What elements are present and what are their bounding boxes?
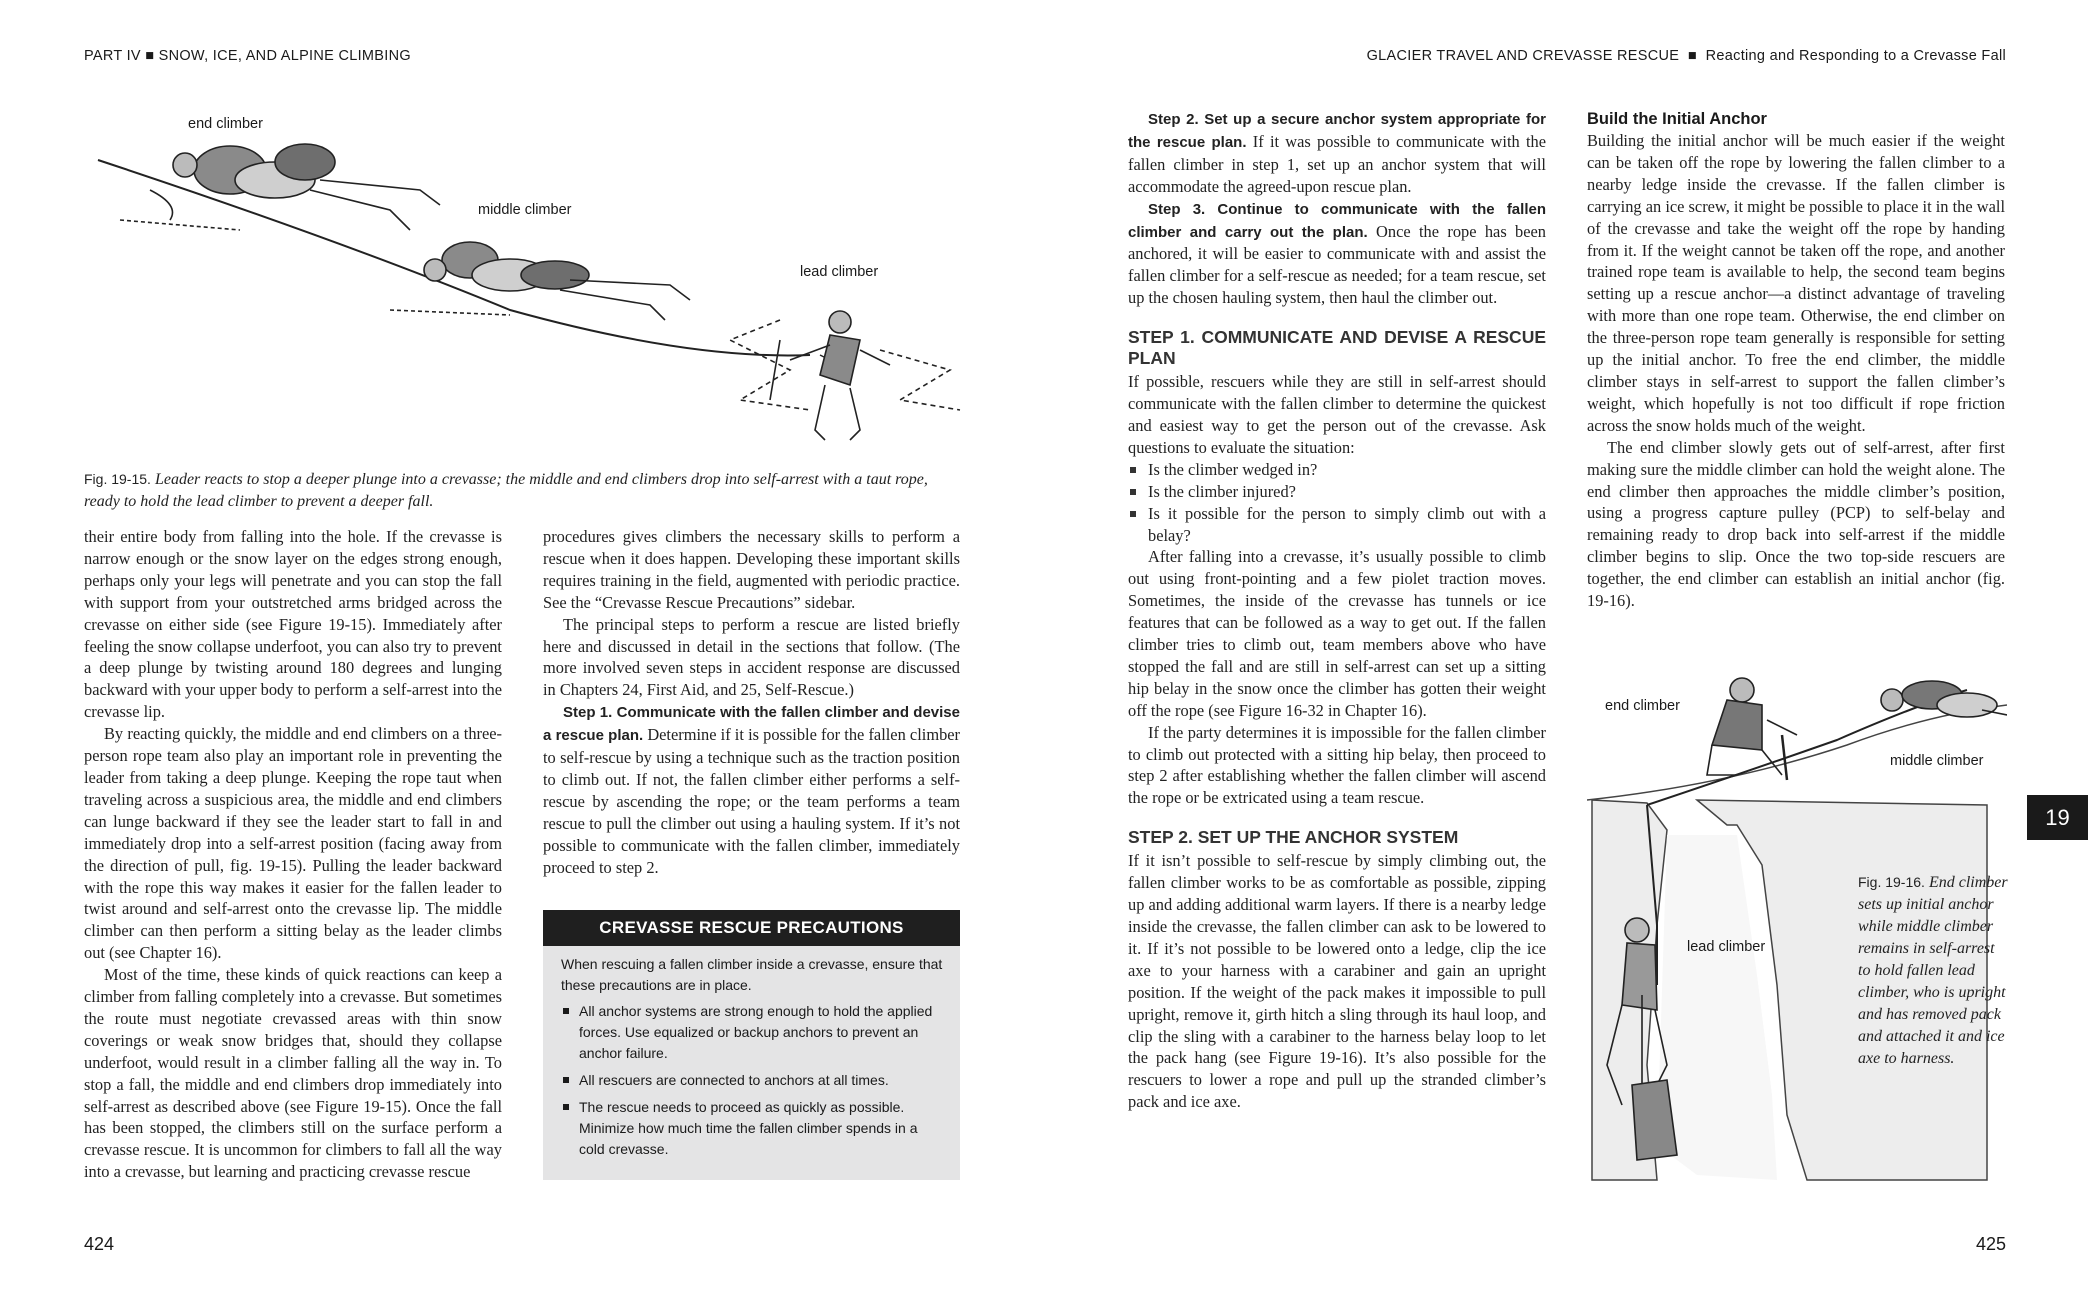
sidebar-intro: When rescuing a fallen climber inside a crevasse, ensure that these precautions are in place. [561, 956, 943, 993]
figure-label-lead-climber: lead climber [800, 264, 879, 280]
step2-lead-in: Step 2. Set up a secure anchor system appropriate for the rescue plan. [1128, 111, 1546, 151]
running-head-section: Reacting and Responding to a Crevasse Fall [1705, 48, 2006, 64]
left-column-2 [543, 526, 960, 879]
sidebar-title: CREVASSE RESCUE PRECAUTIONS [543, 910, 960, 946]
middle-climber-figure [390, 242, 690, 320]
step1-text: Determine if it is possible for the fallen climber to self-rescue by using a technique such as the traction position to climb out. If not, the fallen climber either performs a self-rescue by ascending the rope; or the team performs a team rescue to pull the climber out using a hauling system. If it’s not possible to communicate with the fallen climber, immediately proceed to step 2. [543, 725, 960, 877]
sidebar-item: All anchor systems are strong enough to hold the applied forces. Use equalized or backup anchors to prevent an anchor failure. [561, 1001, 944, 1064]
running-head-left: PART IV ■ SNOW, ICE, AND ALPINE CLIMBING [84, 48, 411, 64]
step2-paragraph [1128, 108, 1546, 198]
paragraph: If possible, rescuers while they are still in self-arrest should communicate with the fallen climber to determine the quickest and easiest way to get the person out of the crevasse. Ask questions to evaluate the situation: [1128, 372, 1546, 457]
paragraph: their entire body from falling into the hole. If the crevasse is narrow enough or the snow layer on the edges strong enough, perhaps only your legs will penetrate and you can stop the fall with support from your outstretched arms bridged across the crevasse on either side (see Figure 19-15). Immediately after feeling the snow collapse underfoot, you can also try to prevent a deep plunge by twisting around 180 degrees and lunging backward with your upper body to perform a self-arrest into the crevasse lip. [84, 527, 502, 722]
caption-label: Fig. 19-16. [1858, 874, 1925, 890]
caption-text: End climber sets up initial anchor while middle climber remains in self-arrest to hold fallen lead climber, who is upright and has removed pack and attached it and ice axe to harness. [1858, 874, 2008, 1067]
step2-text: If it was possible to communicate with the fallen climber in step 1, set up an anchor system that will accommodate the agreed-upon rescue plan. [1128, 131, 1546, 196]
running-head-chapter: GLACIER TRAVEL AND CREVASSE RESCUE [1366, 48, 1680, 64]
subheading-build-initial-anchor: Build the Initial Anchor [1587, 110, 1767, 128]
left-column-1 [84, 526, 502, 1183]
figure-19-15-illustration [90, 110, 970, 460]
running-head-separator: ■ [1683, 48, 1702, 64]
paragraph: Building the initial anchor will be much easier if the weight can be taken off the rope by lowering the fallen climber to a nearby ledge inside the crevasse. If the fallen climber is carrying an ice screw, it might be possible to place it in the wall of the crevasse and take the weight off the rope by handing from it. If the weight cannot be taken off the rope, and another trained rope team is available to help, the second team begins setting up a rescue anchor—a distinct advantage of traveling with more than one rope team. Otherwise, the end climber on the three-person rope team generally is responsible for setting up the initial anchor. To free the end climber, the middle climber stays in self-arrest to support the fallen climber’s weight, which hopefully is not too difficult if rope friction across the snow holds much of the weight. [1587, 131, 2005, 435]
step3-lead-in: Step 3. Continue to communicate with the fallen climber and carry out the plan. [1128, 200, 1546, 241]
section-heading-step2: STEP 2. SET UP THE ANCHOR SYSTEM [1128, 827, 1459, 848]
paragraph: By reacting quickly, the middle and end climbers on a three-person rope team also play an important role in preventing the leader from taking a deep plunge. Keeping the rope taut when traveling across a suspicious area, the middle and end climbers can lunge backward if they see the leader start to fall in and immediately drop into a self-arrest position (facing away from the direction of pull, fig. 19-15). Pulling the leader backward with the rope this way makes it easier for the fallen leader to twist around and self-arrest onto the crevasse lip. The middle climber can then perform a sitting belay as the leader climbs out (see Chapter 16). [84, 724, 502, 963]
figure-label-middle-climber: middle climber [478, 202, 572, 218]
step1-paragraph [543, 701, 960, 878]
sidebar-item: The rescue needs to proceed as quickly as possible. Minimize how much time the fallen climber spends in a cold crevasse. [561, 1097, 944, 1160]
running-head-right [1367, 48, 2006, 64]
end-climber-figure [120, 144, 440, 230]
page-number-right: 425 [1975, 1234, 2006, 1254]
chapter-thumb-tab: 19 [2027, 795, 2088, 840]
step1-lead-in: Step 1. Communicate with the fallen climber and devise a rescue plan. [543, 704, 960, 745]
figure-16-label-end-climber: end climber [1605, 698, 1680, 714]
sidebar-body [543, 946, 960, 1160]
paragraph: procedures gives climbers the necessary skills to perform a rescue when it does happen. Developing these important skills requires training in the field, augmented with periodic practice. See the “Crevasse Rescue Precautions” sidebar. [543, 527, 960, 612]
question-item: Is it possible for the person to simply climb out with a belay? [1128, 503, 1546, 547]
figure-16-label-middle-climber: middle climber [1890, 753, 1984, 769]
lead-climber-figure [730, 311, 960, 440]
middle-climber-arrest-figure [1881, 681, 2007, 717]
sidebar-item: All rescuers are connected to anchors at all times. [561, 1070, 944, 1091]
question-item: Is the climber injured? [1128, 481, 1546, 503]
figure-19-16-caption [1858, 871, 2008, 1070]
section-heading-step1: STEP 1. COMMUNICATE AND DEVISE A RESCUE PLAN [1128, 327, 1546, 369]
paragraph: If it isn’t possible to self-rescue by simply climbing out, the fallen climber works to be as comfortable as possible, zipping up and adding additional warm layers. If there is a nearby ledge inside the crevasse, the fallen climber can ask to be lowered to it. If it’s not possible to be lowered onto a ledge, clip the ice axe to your harness with a carabiner and gain an upright position. If the weight of the pack makes it impossible to pull upright, remove it, girth hitch a sling through its haul loop, and clip the sling with a carabiner to the harness belay loop to let the pack hang (see Figure 19-16). It’s also possible for the rescuers to lower a rope and pull up the stranded climber’s pack and ice axe. [1128, 851, 1546, 1112]
figure-19-15-caption [84, 468, 964, 513]
right-column-2 [1587, 108, 2005, 612]
paragraph: Most of the time, these kinds of quick reactions can keep a climber from falling completely into a crevasse. But sometimes the route must negotiate crevassed areas with thin snow coverings or weak snow bridges that, should they collapse underfoot, would result in a climber falling all the way in. To stop a fall, the middle and end climbers drop immediately into self-arrest as described above (see Figure 19-15). Once the fall has been stopped, the climbers still on the surface perform a crevasse rescue. It is uncommon for climbers to fall all the way into a crevasse, but learning and practicing crevasse rescue [84, 965, 502, 1182]
question-list [1128, 459, 1546, 547]
step3-text: Once the rope has been anchored, it will be easier to communicate with and assist the fallen climber for a self-rescue as needed; for a team rescue, set up the chosen hauling system, then haul the climber out. [1128, 221, 1546, 308]
figure-16-label-lead-climber: lead climber [1687, 939, 1766, 955]
caption-label: Fig. 19-15. [84, 471, 151, 487]
crevasse-rescue-precautions-sidebar [543, 910, 960, 1180]
paragraph: After falling into a crevasse, it’s usually possible to climb out using front-pointing and a few piolet traction moves. Sometimes, the inside of the crevasse has tunnels or ice features that can be followed as a way to get out. If the fallen climber tries to climb out, team members above who have stopped the fall and are still in self-arrest can set up a sitting hip belay in the snow once the climber has gotten their weight off the rope (see Figure 16-32 in Chapter 16). [1128, 547, 1546, 720]
step3-paragraph [1128, 198, 1546, 310]
paragraph: If the party determines it is impossible for the fallen climber to climb out protected with a sitting hip belay, then proceed to step 2 after establishing whether the fallen climber will ascend the rope or be extricated using a team rescue. [1128, 722, 1546, 808]
paragraph: The end climber slowly gets out of self-arrest, after first making sure the middle climber can hold the weight alone. The end climber then approaches the middle climber’s position, using a progress capture pulley (PCP) to self-belay and remaining ready to drop back into self-arrest if the middle climber begins to slip. Once the two top-side rescuers are together, the end climber can establish an initial anchor (fig. 19-16). [1587, 437, 2005, 611]
caption-text: Leader reacts to stop a deeper plunge into a crevasse; the middle and end climbers drop into self-arrest with a taut rope, ready to hold the lead climber to prevent a deeper fall. [84, 471, 928, 510]
figure-label-end-climber: end climber [188, 116, 263, 132]
page-number-left: 424 [84, 1234, 115, 1254]
paragraph: The principal steps to perform a rescue are listed briefly here and discussed in detail in the sections that follow. (The more involved seven steps in accident response are discussed in Chapters 24, First Aid, and 25, Self-Rescue.) [543, 614, 960, 700]
question-item: Is the climber wedged in? [1128, 459, 1546, 481]
right-column-1 [1128, 108, 1546, 1113]
sidebar-list [561, 1001, 944, 1160]
